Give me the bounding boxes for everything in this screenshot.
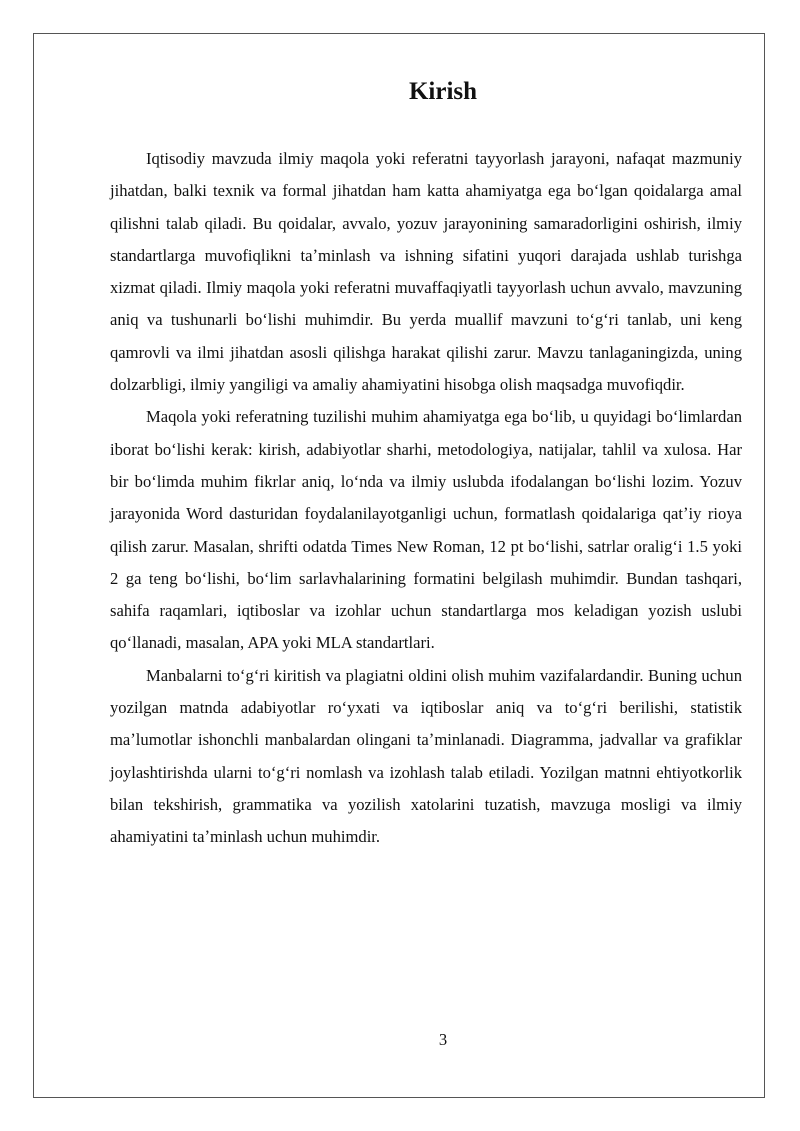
document-body <box>110 143 742 854</box>
paragraph-1: Iqtisodiy mavzuda ilmiy maqola yoki referatni tayyorlash jarayoni, nafaqat mazmuniy jihatdan, balki texnik va formal jihatdan ham katta ahamiyatga ega boʻlgan qoidalarga amal qilishni talab qiladi. Bu qoidalar, avvalo, yozuv jarayonining samaradorligini oshirish, ilmiy standartlarga muvofiqlikni taʼminlash va ishning sifatini yuqori darajada ushlab turishga xizmat qiladi. Ilmiy maqola yoki referatni muvaffaqiyatli tayyorlash uchun avvalo, mavzuning aniq va tushunarli boʻlishi muhimdir. Bu yerda muallif mavzuni toʻgʻri tanlab, uni keng qamrovli va ilmi jihatdan asosli qilishga harakat qilishi zarur. Mavzu tanlaganingizda, uning dolzarbligi, ilmiy yangiligi va amaliy ahamiyatini hisobga olish maqsadga muvofiqdir. <box>110 149 742 395</box>
paragraph-3: Manbalarni toʻgʻri kiritish va plagiatni oldini olish muhim vazifalardandir. Buning uchun yozilgan matnda adabiyotlar roʻyxati va iqtiboslar aniq va toʻgʻri berilishi, statistik maʼlumotlar ishonchli manbalardan olingani taʼminlanadi. Diagramma, jadvallar va grafiklar joylashtirishda ularni toʻgʻri nomlash va izohlash talab etiladi. Yozilgan matnni ehtiyotkorlik bilan tekshirish, grammatika va yozilish xatolarini tuzatish, mavzuga mosligi va ilmiy ahamiyatini taʼminlash uchun muhimdir. <box>110 665 742 847</box>
page-number: 3 <box>438 1030 448 1049</box>
paragraph-2: Maqola yoki referatning tuzilishi muhim ahamiyatga ega boʻlib, u quyidagi boʻlimlardan iborat boʻlishi kerak: kirish, adabiyotlar sharhi, metodologiya, natijalar, tahlil va xulosa. Har bir boʻlimda muhim fikrlar aniq, loʻnda va ilmiy uslubda ifodalangan boʻlishi lozim. Yozuv jarayonida Word dasturidan foydalanilayotganligi uchun, formatlash qoidalariga qatʼiy rioya qilish zarur. Masalan, shrifti odatda Times New Roman, 12 pt boʻlishi, satrlar oraligʻi 1.5 yoki 2 ga teng boʻlishi, boʻlim sarlavhalarining formatini belgilash muhimdir. Bundan tashqari, sahifa raqamlari, iqtiboslar va izohlar uchun standartlarga mos keladigan yozish uslubi qoʻllanadi, masalan, APA yoki MLA standartlari. <box>110 407 742 653</box>
page-title: Kirish <box>408 78 478 105</box>
